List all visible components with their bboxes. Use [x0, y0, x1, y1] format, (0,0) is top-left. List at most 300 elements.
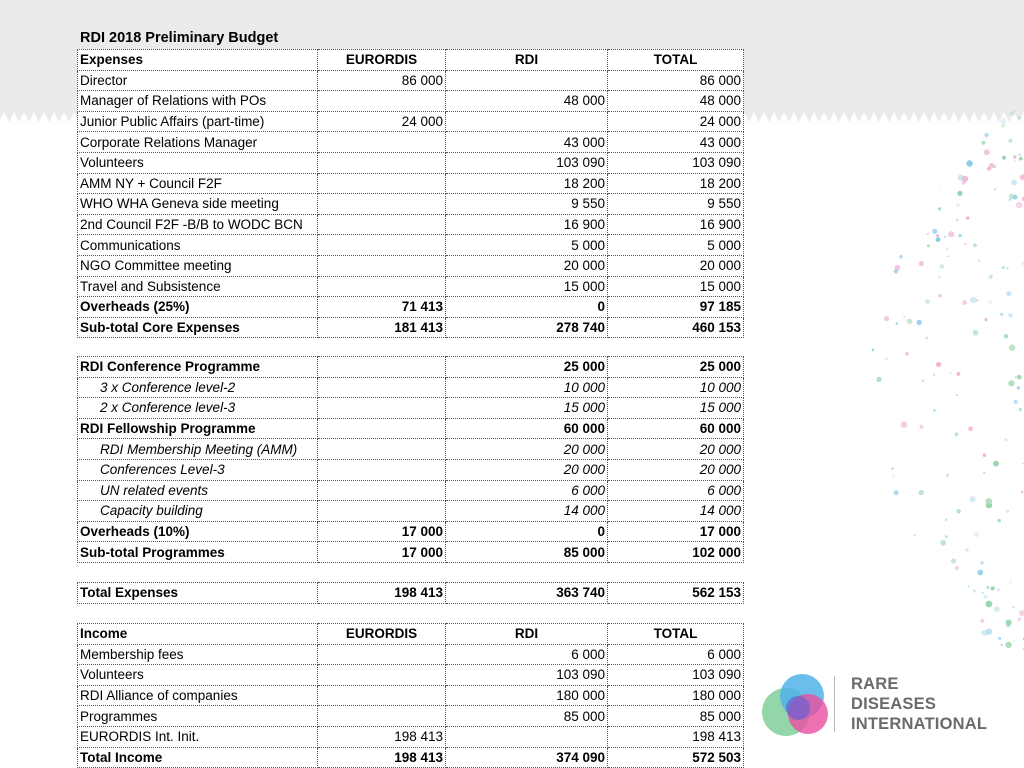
- decorative-dot: [899, 255, 903, 259]
- logo-text-international: INTERNATIONAL: [851, 715, 988, 733]
- total-value: 6 000: [608, 644, 744, 665]
- total-value: 85 000: [608, 706, 744, 727]
- rdi-value: [446, 70, 608, 91]
- decorative-dot: [933, 409, 935, 411]
- expenses-header-row: [78, 50, 744, 71]
- rdi-value: 60 000: [446, 418, 608, 439]
- decorative-dot: [985, 498, 992, 505]
- eurordis-value: [318, 276, 446, 297]
- decorative-dot: [1004, 334, 1009, 339]
- total-value: 460 153: [608, 317, 744, 338]
- decorative-dot: [1002, 156, 1006, 160]
- decorative-dot: [994, 188, 996, 190]
- decorative-dot: [989, 163, 995, 169]
- row-label: Sub-total Core Expenses: [78, 317, 318, 338]
- decorative-dots: [860, 110, 1024, 650]
- table-row: [78, 214, 744, 235]
- decorative-dot: [884, 316, 889, 321]
- decorative-dot: [1006, 620, 1012, 626]
- total-value: 97 185: [608, 297, 744, 318]
- decorative-dot: [945, 535, 948, 538]
- decorative-dot: [987, 586, 990, 589]
- decorative-dot: [956, 203, 959, 206]
- decorative-dot: [913, 534, 915, 536]
- total-value: 43 000: [608, 132, 744, 153]
- decorative-dot: [1006, 642, 1012, 648]
- decorative-dot: [1022, 463, 1024, 465]
- programmes-table: [77, 356, 744, 563]
- total-value: 16 900: [608, 214, 744, 235]
- decorative-dot: [950, 372, 952, 374]
- decorative-dot: [892, 474, 895, 477]
- row-label: Travel and Subsistence: [78, 276, 318, 297]
- total-value: 15 000: [608, 398, 744, 419]
- decorative-dot: [1018, 618, 1021, 621]
- decorative-dot: [1013, 155, 1017, 159]
- total-value: 10 000: [608, 377, 744, 398]
- rdi-value: 20 000: [446, 255, 608, 276]
- decorative-dot: [991, 586, 995, 590]
- table-row: [78, 377, 744, 398]
- eurordis-value: [318, 459, 446, 480]
- row-label: RDI Membership Meeting (AMM): [78, 439, 318, 460]
- row-label: 2 x Conference level-3: [78, 398, 318, 419]
- decorative-dot: [1002, 266, 1004, 268]
- total-value: 103 090: [608, 152, 744, 173]
- row-label: NGO Committee meeting: [78, 255, 318, 276]
- table-row: [78, 132, 744, 153]
- decorative-dot: [973, 330, 979, 336]
- decorative-dot: [917, 320, 922, 325]
- decorative-dot: [938, 188, 940, 190]
- decorative-dot: [885, 358, 887, 360]
- decorative-dot: [944, 236, 946, 238]
- total-value: 103 090: [608, 665, 744, 686]
- table-row: [78, 255, 744, 276]
- table-row: [78, 173, 744, 194]
- eurordis-value: 24 000: [318, 111, 446, 132]
- eurordis-value: [318, 480, 446, 501]
- rdi-value: 6 000: [446, 480, 608, 501]
- decorative-dot: [940, 264, 944, 268]
- decorative-dot: [1009, 194, 1015, 200]
- table-row: [78, 111, 744, 132]
- decorative-dot: [1012, 606, 1015, 609]
- decorative-dot: [955, 432, 959, 436]
- rdi-value: 374 090: [446, 747, 608, 768]
- row-label: Volunteers: [78, 665, 318, 686]
- total-value: 20 000: [608, 459, 744, 480]
- eurordis-value: 198 413: [318, 583, 446, 604]
- rdi-value: 103 090: [446, 665, 608, 686]
- total-value: 24 000: [608, 111, 744, 132]
- decorative-dot: [993, 461, 999, 467]
- decorative-dot: [946, 474, 949, 477]
- decorative-dot: [948, 231, 954, 237]
- rdi-value: 6 000: [446, 644, 608, 665]
- decorative-dot: [969, 496, 975, 502]
- decorative-dot: [998, 519, 1001, 522]
- table-row: [78, 418, 744, 439]
- decorative-dot: [989, 275, 993, 279]
- total-value: 102 000: [608, 542, 744, 563]
- row-label: Programmes: [78, 706, 318, 727]
- decorative-dot: [903, 316, 905, 318]
- rdi-value: 180 000: [446, 685, 608, 706]
- row-label: EURORDIS Int. Init.: [78, 726, 318, 747]
- eurordis-value: [318, 255, 446, 276]
- table-row: [78, 685, 744, 706]
- eurordis-value: [318, 439, 446, 460]
- table-row: [78, 459, 744, 480]
- eurordis-value: [318, 194, 446, 215]
- table-row: [78, 747, 744, 768]
- decorative-dot: [933, 374, 935, 376]
- row-label: RDI Alliance of companies: [78, 685, 318, 706]
- table-row: [78, 665, 744, 686]
- decorative-dot: [1006, 291, 1011, 296]
- header-expenses: Expenses: [78, 50, 318, 71]
- table-row: [78, 542, 744, 563]
- row-label: Conferences Level-3: [78, 459, 318, 480]
- decorative-dot: [946, 247, 948, 249]
- decorative-dot: [1021, 491, 1024, 494]
- table-row: [78, 297, 744, 318]
- decorative-dot: [1017, 375, 1022, 380]
- decorative-dot: [1019, 610, 1024, 616]
- decorative-dot: [997, 588, 1000, 591]
- decorative-dot: [966, 217, 969, 220]
- decorative-dot: [1008, 380, 1014, 386]
- decorative-dot: [1011, 180, 1017, 186]
- table-row: [78, 726, 744, 747]
- decorative-dot: [980, 561, 984, 565]
- decorative-dot: [973, 589, 976, 592]
- table-row: [78, 235, 744, 256]
- decorative-dot: [956, 394, 958, 396]
- row-label: 2nd Council F2F -B/B to WODC BCN: [78, 214, 318, 235]
- decorative-dot: [895, 265, 901, 271]
- decorative-dot: [1018, 116, 1021, 119]
- decorative-dot: [938, 207, 941, 210]
- decorative-dot: [982, 592, 984, 594]
- table-row: [78, 583, 744, 604]
- decorative-dot: [936, 237, 941, 242]
- decorative-dot: [925, 299, 930, 304]
- total-value: 6 000: [608, 480, 744, 501]
- decorative-dot: [925, 337, 928, 340]
- decorative-dot: [964, 243, 966, 245]
- eurordis-value: 198 413: [318, 726, 446, 747]
- total-value: 14 000: [608, 501, 744, 522]
- table-row: [78, 91, 744, 112]
- row-label: Membership fees: [78, 644, 318, 665]
- decorative-dot: [1014, 375, 1017, 378]
- eurordis-value: [318, 152, 446, 173]
- table-row: [78, 501, 744, 522]
- eurordis-value: [318, 132, 446, 153]
- decorative-dot: [1006, 267, 1008, 269]
- decorative-dot: [1014, 400, 1018, 404]
- decorative-dot: [876, 377, 881, 382]
- table-row: [78, 194, 744, 215]
- rdi-value: 15 000: [446, 398, 608, 419]
- decorative-dot: [932, 229, 937, 234]
- table-row: [78, 706, 744, 727]
- total-value: 60 000: [608, 418, 744, 439]
- decorative-dot: [998, 637, 1001, 640]
- row-label: Overheads (10%): [78, 521, 318, 542]
- total-value: 20 000: [608, 439, 744, 460]
- row-label: UN related events: [78, 480, 318, 501]
- eurordis-value: [318, 418, 446, 439]
- decorative-dot: [962, 300, 967, 305]
- total-value: 17 000: [608, 521, 744, 542]
- decorative-dot: [982, 141, 986, 145]
- decorative-dot: [974, 532, 979, 537]
- eurordis-value: 86 000: [318, 70, 446, 91]
- decorative-dot: [986, 628, 992, 634]
- total-value: 198 413: [608, 726, 744, 747]
- decorative-dot: [907, 319, 913, 325]
- decorative-dot: [956, 372, 960, 376]
- row-label: Capacity building: [78, 501, 318, 522]
- table-row: [78, 521, 744, 542]
- header-rdi: RDI: [446, 50, 608, 71]
- eurordis-value: [318, 235, 446, 256]
- eurordis-value: [318, 644, 446, 665]
- rdi-value: 48 000: [446, 91, 608, 112]
- rdi-value: 363 740: [446, 583, 608, 604]
- decorative-dot: [1010, 581, 1012, 583]
- decorative-dot: [989, 301, 992, 304]
- eurordis-value: [318, 377, 446, 398]
- decorative-dot: [927, 244, 930, 247]
- core-expenses-table: [77, 49, 744, 338]
- decorative-dot: [936, 362, 941, 367]
- eurordis-value: 181 413: [318, 317, 446, 338]
- header-eurordis: EURORDIS: [318, 50, 446, 71]
- eurordis-value: [318, 685, 446, 706]
- decorative-dot: [894, 490, 899, 495]
- header-total: TOTAL: [608, 50, 744, 71]
- rdi-value: 9 550: [446, 194, 608, 215]
- decorative-dot: [994, 606, 1000, 612]
- rdi-value: 25 000: [446, 357, 608, 378]
- decorative-dot: [1019, 157, 1023, 161]
- decorative-dot: [968, 426, 973, 431]
- decorative-dot: [919, 490, 924, 495]
- row-label: Communications: [78, 235, 318, 256]
- rdi-value: 43 000: [446, 132, 608, 153]
- total-value: 20 000: [608, 255, 744, 276]
- decorative-dot: [1014, 160, 1016, 162]
- total-value: 25 000: [608, 357, 744, 378]
- decorative-dot: [948, 256, 950, 258]
- decorative-dot: [891, 468, 893, 470]
- row-label: Overheads (25%): [78, 297, 318, 318]
- eurordis-value: 17 000: [318, 542, 446, 563]
- logo-text-diseases: DISEASES: [851, 695, 937, 713]
- row-label: Corporate Relations Manager: [78, 132, 318, 153]
- decorative-dot: [984, 318, 987, 321]
- decorative-dot: [973, 243, 977, 247]
- eurordis-value: [318, 398, 446, 419]
- rdi-value: 20 000: [446, 439, 608, 460]
- decorative-dot: [1019, 408, 1022, 411]
- table-row: [78, 276, 744, 297]
- header-income: Income: [78, 624, 318, 645]
- income-table: [77, 623, 744, 768]
- eurordis-value: [318, 665, 446, 686]
- rdi-value: 85 000: [446, 706, 608, 727]
- decorative-dot: [966, 548, 969, 551]
- decorative-dot: [1008, 313, 1012, 317]
- decorative-dot: [966, 160, 972, 166]
- decorative-dot: [1001, 644, 1003, 646]
- decorative-dot: [1004, 438, 1007, 441]
- eurordis-value: 71 413: [318, 297, 446, 318]
- eurordis-value: [318, 173, 446, 194]
- row-label: Junior Public Affairs (part-time): [78, 111, 318, 132]
- eurordis-value: [318, 214, 446, 235]
- decorative-dot: [936, 234, 939, 237]
- decorative-dot: [954, 566, 959, 571]
- decorative-dot: [1013, 640, 1015, 642]
- total-value: 562 153: [608, 583, 744, 604]
- decorative-dot: [978, 259, 981, 262]
- decorative-dot: [956, 219, 958, 221]
- rdi-value: 15 000: [446, 276, 608, 297]
- decorative-dot: [983, 454, 986, 457]
- table-row: [78, 357, 744, 378]
- rdi-value: 103 090: [446, 152, 608, 173]
- decorative-dot: [957, 509, 961, 513]
- table-row: [78, 439, 744, 460]
- eurordis-value: [318, 501, 446, 522]
- decorative-dot: [951, 558, 956, 563]
- total-value: 9 550: [608, 194, 744, 215]
- decorative-dot: [919, 261, 924, 266]
- decorative-dot: [983, 595, 987, 599]
- row-label: Sub-total Programmes: [78, 542, 318, 563]
- decorative-dot: [919, 425, 923, 429]
- decorative-dot: [1006, 510, 1009, 513]
- decorative-dot: [957, 191, 962, 196]
- decorative-dot: [1009, 344, 1016, 351]
- decorative-dot: [986, 601, 993, 608]
- table-row: [78, 644, 744, 665]
- decorative-dot: [984, 133, 988, 137]
- total-value: 572 503: [608, 747, 744, 768]
- decorative-dot: [977, 570, 983, 576]
- logo-divider: [834, 676, 835, 732]
- decorative-dot: [984, 149, 990, 155]
- decorative-dot: [1000, 313, 1003, 316]
- total-expenses-table: [77, 582, 744, 604]
- row-label: RDI Conference Programme: [78, 357, 318, 378]
- decorative-dot: [1016, 202, 1022, 208]
- page-title: RDI 2018 Preliminary Budget: [80, 30, 279, 46]
- table-row: [78, 398, 744, 419]
- decorative-dot: [922, 380, 924, 382]
- header-total: TOTAL: [608, 624, 744, 645]
- rdi-value: 278 740: [446, 317, 608, 338]
- rdi-value: [446, 111, 608, 132]
- decorative-dot: [1017, 386, 1021, 390]
- eurordis-value: [318, 357, 446, 378]
- rdi-logo-mark-icon: [758, 668, 838, 748]
- eurordis-value: 17 000: [318, 521, 446, 542]
- decorative-dot: [927, 233, 929, 235]
- row-label: RDI Fellowship Programme: [78, 418, 318, 439]
- rdi-value: 10 000: [446, 377, 608, 398]
- decorative-dot: [1008, 139, 1012, 143]
- decorative-dot: [945, 519, 947, 521]
- rdi-value: 18 200: [446, 173, 608, 194]
- decorative-dot: [968, 586, 970, 588]
- header-eurordis: EURORDIS: [318, 624, 446, 645]
- eurordis-value: [318, 706, 446, 727]
- decorative-dot: [940, 540, 946, 546]
- rdi-value: 0: [446, 521, 608, 542]
- rdi-value: 0: [446, 297, 608, 318]
- row-label: Volunteers: [78, 152, 318, 173]
- eurordis-value: 198 413: [318, 747, 446, 768]
- logo-text-rare: RARE: [851, 675, 899, 693]
- row-label: Total Income: [78, 747, 318, 768]
- decorative-dot: [905, 352, 908, 355]
- total-value: 5 000: [608, 235, 744, 256]
- row-label: Manager of Relations with POs: [78, 91, 318, 112]
- decorative-dot: [901, 421, 908, 428]
- header-rdi: RDI: [446, 624, 608, 645]
- total-value: 15 000: [608, 276, 744, 297]
- decorative-dot: [970, 297, 977, 304]
- decorative-dot: [1020, 174, 1024, 180]
- table-row: [78, 70, 744, 91]
- decorative-dot: [1018, 154, 1021, 157]
- decorative-dot: [962, 180, 967, 185]
- rdi-value: 20 000: [446, 459, 608, 480]
- rdi-value: 5 000: [446, 235, 608, 256]
- table-row: [78, 317, 744, 338]
- rdi-value: 85 000: [446, 542, 608, 563]
- decorative-dot: [1001, 124, 1005, 128]
- total-value: 48 000: [608, 91, 744, 112]
- row-label: Total Expenses: [78, 583, 318, 604]
- decorative-dot: [938, 294, 941, 297]
- decorative-dot: [896, 322, 899, 325]
- row-label: 3 x Conference level-2: [78, 377, 318, 398]
- row-label: Director: [78, 70, 318, 91]
- table-row: [78, 480, 744, 501]
- eurordis-value: [318, 91, 446, 112]
- decorative-dot: [983, 472, 985, 474]
- decorative-dot: [1000, 118, 1006, 124]
- total-value: 180 000: [608, 685, 744, 706]
- total-value: 86 000: [608, 70, 744, 91]
- rdi-value: [446, 726, 608, 747]
- row-label: AMM NY + Council F2F: [78, 173, 318, 194]
- decorative-dot: [980, 619, 984, 623]
- total-value: 18 200: [608, 173, 744, 194]
- decorative-dot: [958, 234, 961, 237]
- decorative-dot: [872, 349, 875, 352]
- row-label: WHO WHA Geneva side meeting: [78, 194, 318, 215]
- rdi-value: 16 900: [446, 214, 608, 235]
- rdi-value: 14 000: [446, 501, 608, 522]
